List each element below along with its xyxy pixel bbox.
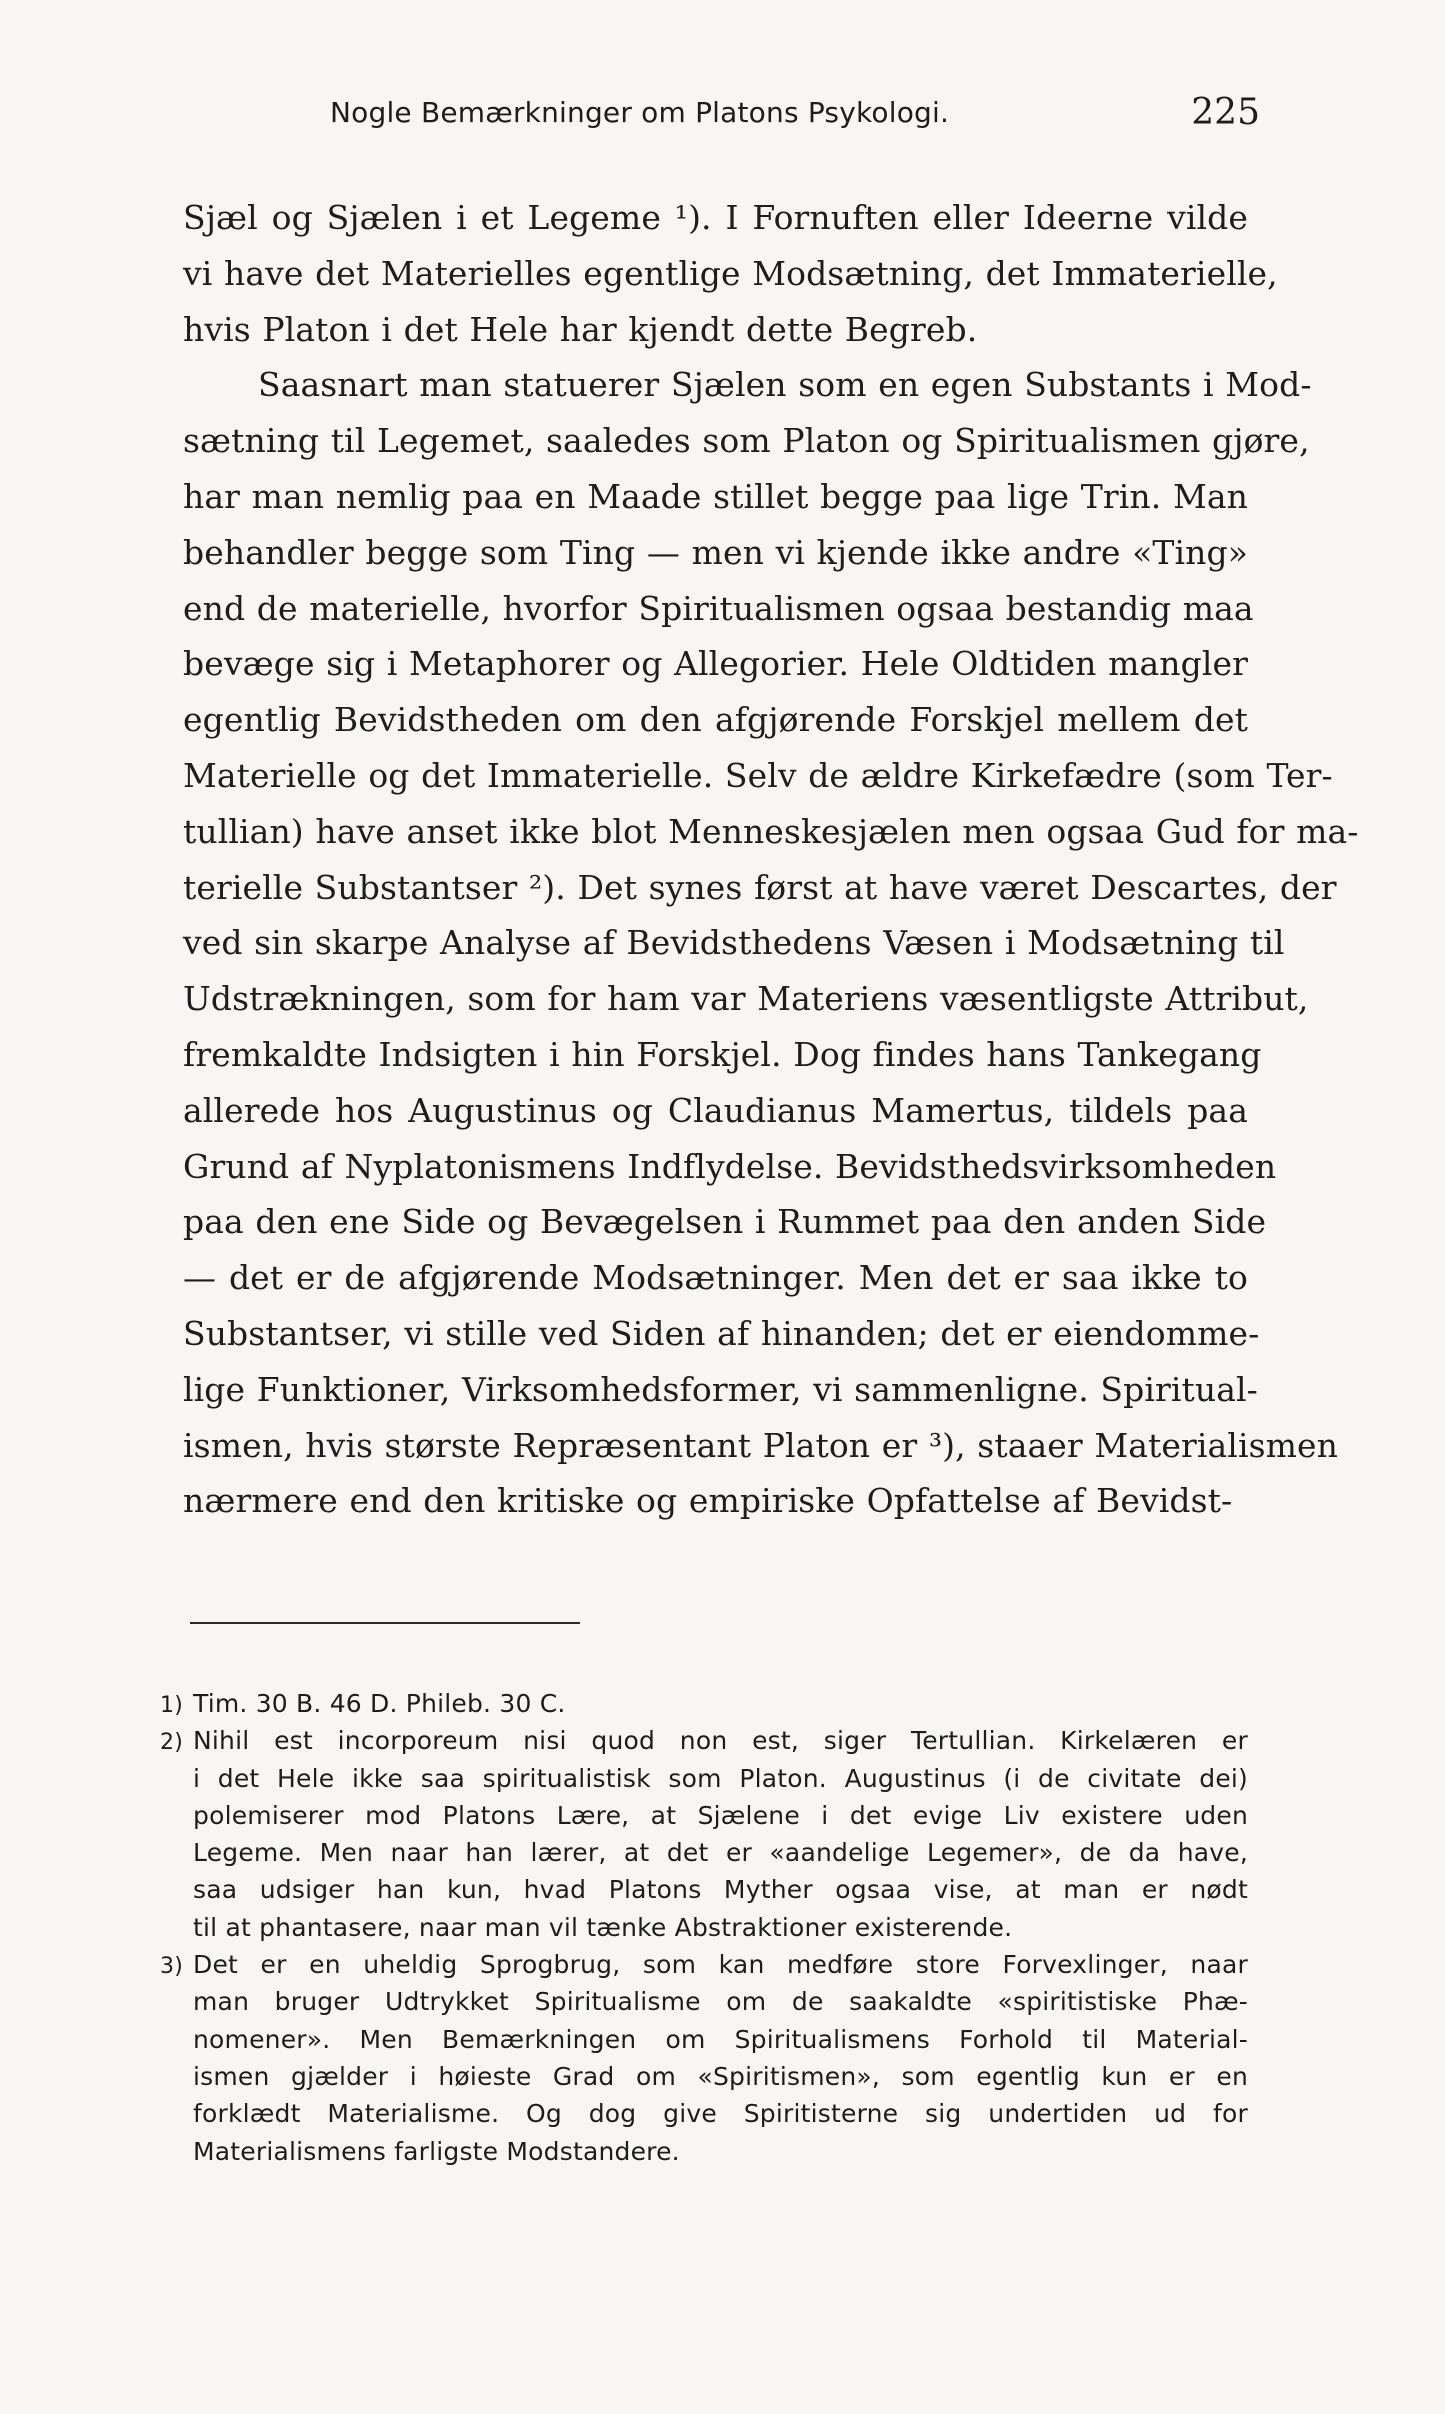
footnote-line: forklædt Materialisme. Og dog give Spiritisterne sig undertiden ud for — [193, 2099, 1248, 2129]
footnote-text: Det er en uheldig Sprogbrug, som kan medføre store Forvexlinger, naar — [193, 1950, 1248, 1980]
footnote-line — [160, 1946, 1248, 1983]
footnote-line: til at phantasere, naar man vil tænke Abstraktioner existerende. — [193, 1912, 1013, 1942]
text-line: fremkaldte Indsigten i hin Forskjel. Dog findes hans Tankegang — [183, 1034, 1262, 1074]
footnote-line: Legeme. Men naar han lærer, at det er «aandelige Legemer», de da have, — [193, 1838, 1248, 1868]
text-line: har man nemlig paa en Maade stillet begge paa lige Trin. Man — [183, 476, 1248, 516]
text-line: egentlig Bevidstheden om den afgjørende Forskjel mellem det — [183, 700, 1248, 740]
text-line: ved sin skarpe Analyse af Bevidsthedens Væsen i Modsætning til — [183, 923, 1285, 963]
text-line: tullian) have anset ikke blot Menneskesjælen men ogsaa Gud for ma- — [183, 811, 1359, 851]
footnote-line: i det Hele ikke saa spiritualistisk som Platon. Augustinus (i de civitate dei) — [193, 1763, 1248, 1793]
footnote-separator — [450, 1622, 580, 1624]
footnote-line — [160, 1685, 1248, 1722]
text-line: Udstrækningen, som for ham var Materiens væsentligste Attribut, — [183, 979, 1309, 1019]
footnote-line: saa udsiger han kun, hvad Platons Myther ogsaa vise, at man er nødt — [193, 1875, 1248, 1905]
text-line: allerede hos Augustinus og Claudianus Mamertus, tildels paa — [183, 1090, 1248, 1130]
footnote-text: Tim. 30 B. 46 D. Phileb. 30 C. — [193, 1689, 566, 1718]
main-text — [183, 190, 1359, 1529]
footnote-separator — [190, 1622, 450, 1624]
footnote-line: polemiserer mod Platons Lære, at Sjælene i det evige Liv existere uden — [193, 1800, 1248, 1830]
text-line: Materielle og det Immaterielle. Selv de ældre Kirkefædre (som Ter- — [183, 755, 1333, 795]
footnote-line: ismen gjælder i høieste Grad om «Spiritismen», som egentlig kun er en — [193, 2061, 1248, 2091]
text-line: — det er de afgjørende Modsætninger. Men det er saa ikke to — [183, 1258, 1248, 1298]
page-number: 225 — [1191, 92, 1260, 133]
footnote-line: man bruger Udtrykket Spiritualisme om de saakaldte «spiritistiske Phæ- — [193, 1987, 1248, 2017]
text-line: end de materielle, hvorfor Spiritualismen ogsaa bestandig maa — [183, 588, 1254, 628]
text-line: Sjæl og Sjælen i et Legeme ¹). I Fornuften eller Ideerne vilde — [183, 198, 1248, 237]
text-line: lige Funktioner, Virksomhedsformer, vi sammenligne. Spiritual- — [183, 1369, 1258, 1409]
text-line: Grund af Nyplatonismens Indflydelse. Bevidsthedsvirksomheden — [183, 1146, 1277, 1186]
text-line: Substantser, vi stille ved Siden af hinanden; det er eiendomme- — [183, 1313, 1260, 1353]
footnote-line — [160, 1722, 1248, 1759]
text-line: bevæge sig i Metaphorer og Allegorier. Hele Oldtiden mangler — [183, 644, 1248, 684]
text-line: nærmere end den kritiske og empiriske Opfattelse af Bevidst- — [183, 1481, 1233, 1521]
text-line: behandler begge som Ting — men vi kjende ikke andre «Ting» — [183, 532, 1248, 572]
text-line: paa den ene Side og Bevægelsen i Rummet paa den anden Side — [183, 1202, 1267, 1242]
page-header — [330, 92, 1260, 142]
text-line: terielle Substantser ²). Det synes først at have været Descartes, der — [183, 867, 1337, 907]
running-title: Nogle Bemærkninger om Platons Psykologi. — [330, 96, 950, 129]
text-line: hvis Platon i det Hele har kjendt dette Begreb. — [183, 309, 978, 349]
text-line: vi have det Materielles egentlige Modsætning, det Immaterielle, — [183, 253, 1278, 293]
text-line: ismen, hvis største Repræsentant Platon er ³), staaer Materialismen — [183, 1425, 1339, 1465]
text-line: sætning til Legemet, saaledes som Platon og Spiritualismen gjøre, — [183, 421, 1310, 461]
text-line: Saasnart man statuerer Sjælen som en egen Substants i Mod- — [258, 365, 1312, 405]
footnotes — [160, 1685, 1248, 2170]
footnote-mark: 2) — [160, 1730, 183, 1756]
footnote-line: nomener». Men Bemærkningen om Spiritualismens Forhold til Material- — [193, 2024, 1248, 2054]
footnote-text: Nihil est incorporeum nisi quod non est, siger Tertullian. Kirkelæren er — [193, 1726, 1248, 1756]
footnote-line: Materialismens farligste Modstandere. — [193, 2136, 680, 2166]
footnote-mark: 1) — [160, 1693, 183, 1718]
footnote-mark: 3) — [160, 1954, 183, 1980]
